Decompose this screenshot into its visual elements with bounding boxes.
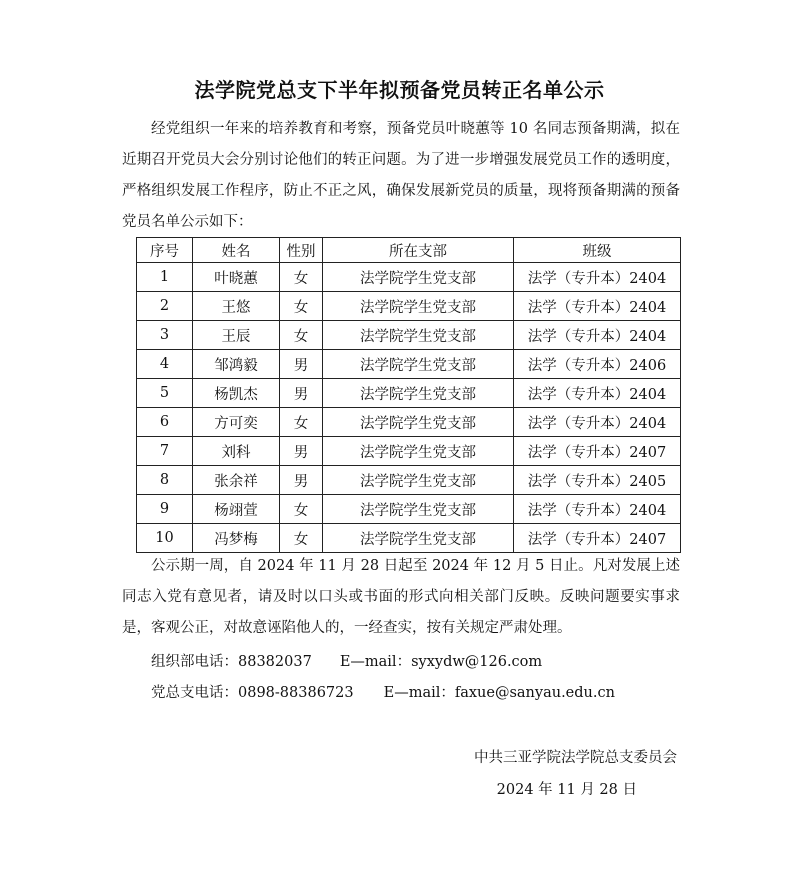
cell-index: 8 [137, 466, 193, 495]
intro-paragraph: 经党组织一年来的培养教育和考察，预备党员叶晓蕙等 10 名同志预备期满，拟在近期召开党员大会分别讨论他们的转正问题。为了进一步增强发展党员工作的透明度，严格组织发展工作程序，防止不正之风，确保发展新党员的质量，现将预备期满的预备党员名单公示如下： [122, 121, 680, 230]
notice-paragraph: 公示期一周，自 2024 年 11 月 28 日起至 2024 年 12 月 5 日止。凡对发展上述同志入党有意见者，请及时以口头或书面的形式向相关部门反映。反映问题要实事求是，客观公正，对故意诬陷他人的，一经查实，按有关规定严肃处理。 [122, 558, 680, 636]
cell-index: 9 [137, 495, 193, 524]
cell-index: 10 [137, 524, 193, 553]
cell-gender: 女 [280, 408, 323, 437]
cell-branch: 法学院学生党支部 [323, 437, 514, 466]
signature-organization: 中共三亚学院法学院总支委员会 [474, 750, 677, 766]
header-branch: 所在支部 [323, 238, 514, 263]
contact-phone: 组织部电话：88382037 [151, 654, 312, 670]
table-row [137, 321, 681, 350]
cell-gender: 男 [280, 350, 323, 379]
cell-class: 法学（专升本）2404 [514, 495, 681, 524]
cell-branch: 法学院学生党支部 [323, 321, 514, 350]
cell-gender: 女 [280, 524, 323, 553]
table-row [137, 379, 681, 408]
cell-branch: 法学院学生党支部 [323, 524, 514, 553]
cell-name: 邹鸿毅 [193, 350, 280, 379]
cell-gender: 男 [280, 379, 323, 408]
cell-class: 法学（专升本）2404 [514, 263, 681, 292]
cell-gender: 女 [280, 292, 323, 321]
signature-date: 2024 年 11 月 28 日 [496, 782, 637, 798]
contact-org-dept [151, 648, 542, 676]
cell-branch: 法学院学生党支部 [323, 466, 514, 495]
cell-branch: 法学院学生党支部 [323, 350, 514, 379]
cell-branch: 法学院学生党支部 [323, 263, 514, 292]
cell-branch: 法学院学生党支部 [323, 379, 514, 408]
cell-gender: 女 [280, 321, 323, 350]
cell-index: 4 [137, 350, 193, 379]
cell-gender: 男 [280, 466, 323, 495]
cell-index: 2 [137, 292, 193, 321]
table-row [137, 350, 681, 379]
cell-index: 6 [137, 408, 193, 437]
cell-index: 3 [137, 321, 193, 350]
table-row [137, 408, 681, 437]
contact-party-branch [151, 679, 615, 707]
cell-name: 张余祥 [193, 466, 280, 495]
cell-class: 法学（专升本）2404 [514, 292, 681, 321]
cell-class: 法学（专升本）2404 [514, 379, 681, 408]
table-row [137, 466, 681, 495]
cell-class: 法学（专升本）2404 [514, 321, 681, 350]
cell-index: 7 [137, 437, 193, 466]
contact-email: E—mail：syxydw@126.com [339, 654, 543, 670]
cell-gender: 女 [280, 495, 323, 524]
document-title: 法学院党总支下半年拟预备党员转正名单公示 [194, 78, 605, 102]
header-gender: 性别 [280, 238, 323, 263]
cell-branch: 法学院学生党支部 [323, 495, 514, 524]
header-class: 班级 [514, 238, 681, 263]
cell-branch: 法学院学生党支部 [323, 408, 514, 437]
cell-name: 杨翊萱 [193, 495, 280, 524]
cell-name: 方可奕 [193, 408, 280, 437]
table-row [137, 495, 681, 524]
cell-class: 法学（专升本）2407 [514, 437, 681, 466]
contact-phone: 党总支电话：0898-88386723 [151, 685, 354, 701]
cell-class: 法学（专升本）2407 [514, 524, 681, 553]
contact-email: E—mail：faxue@sanyau.edu.cn [383, 685, 615, 701]
candidate-table [136, 237, 681, 553]
cell-gender: 男 [280, 437, 323, 466]
cell-gender: 女 [280, 263, 323, 292]
cell-branch: 法学院学生党支部 [323, 292, 514, 321]
cell-index: 5 [137, 379, 193, 408]
header-name: 姓名 [193, 238, 280, 263]
cell-class: 法学（专升本）2405 [514, 466, 681, 495]
cell-index: 1 [137, 263, 193, 292]
header-index: 序号 [137, 238, 193, 263]
table-row [137, 524, 681, 553]
cell-name: 杨凯杰 [193, 379, 280, 408]
cell-class: 法学（专升本）2406 [514, 350, 681, 379]
table-row [137, 292, 681, 321]
cell-name: 王悠 [193, 292, 280, 321]
table-header-row [137, 238, 681, 263]
table-row [137, 437, 681, 466]
cell-class: 法学（专升本）2404 [514, 408, 681, 437]
cell-name: 刘科 [193, 437, 280, 466]
cell-name: 叶晓蕙 [193, 263, 280, 292]
cell-name: 冯梦梅 [193, 524, 280, 553]
table-row [137, 263, 681, 292]
cell-name: 王辰 [193, 321, 280, 350]
